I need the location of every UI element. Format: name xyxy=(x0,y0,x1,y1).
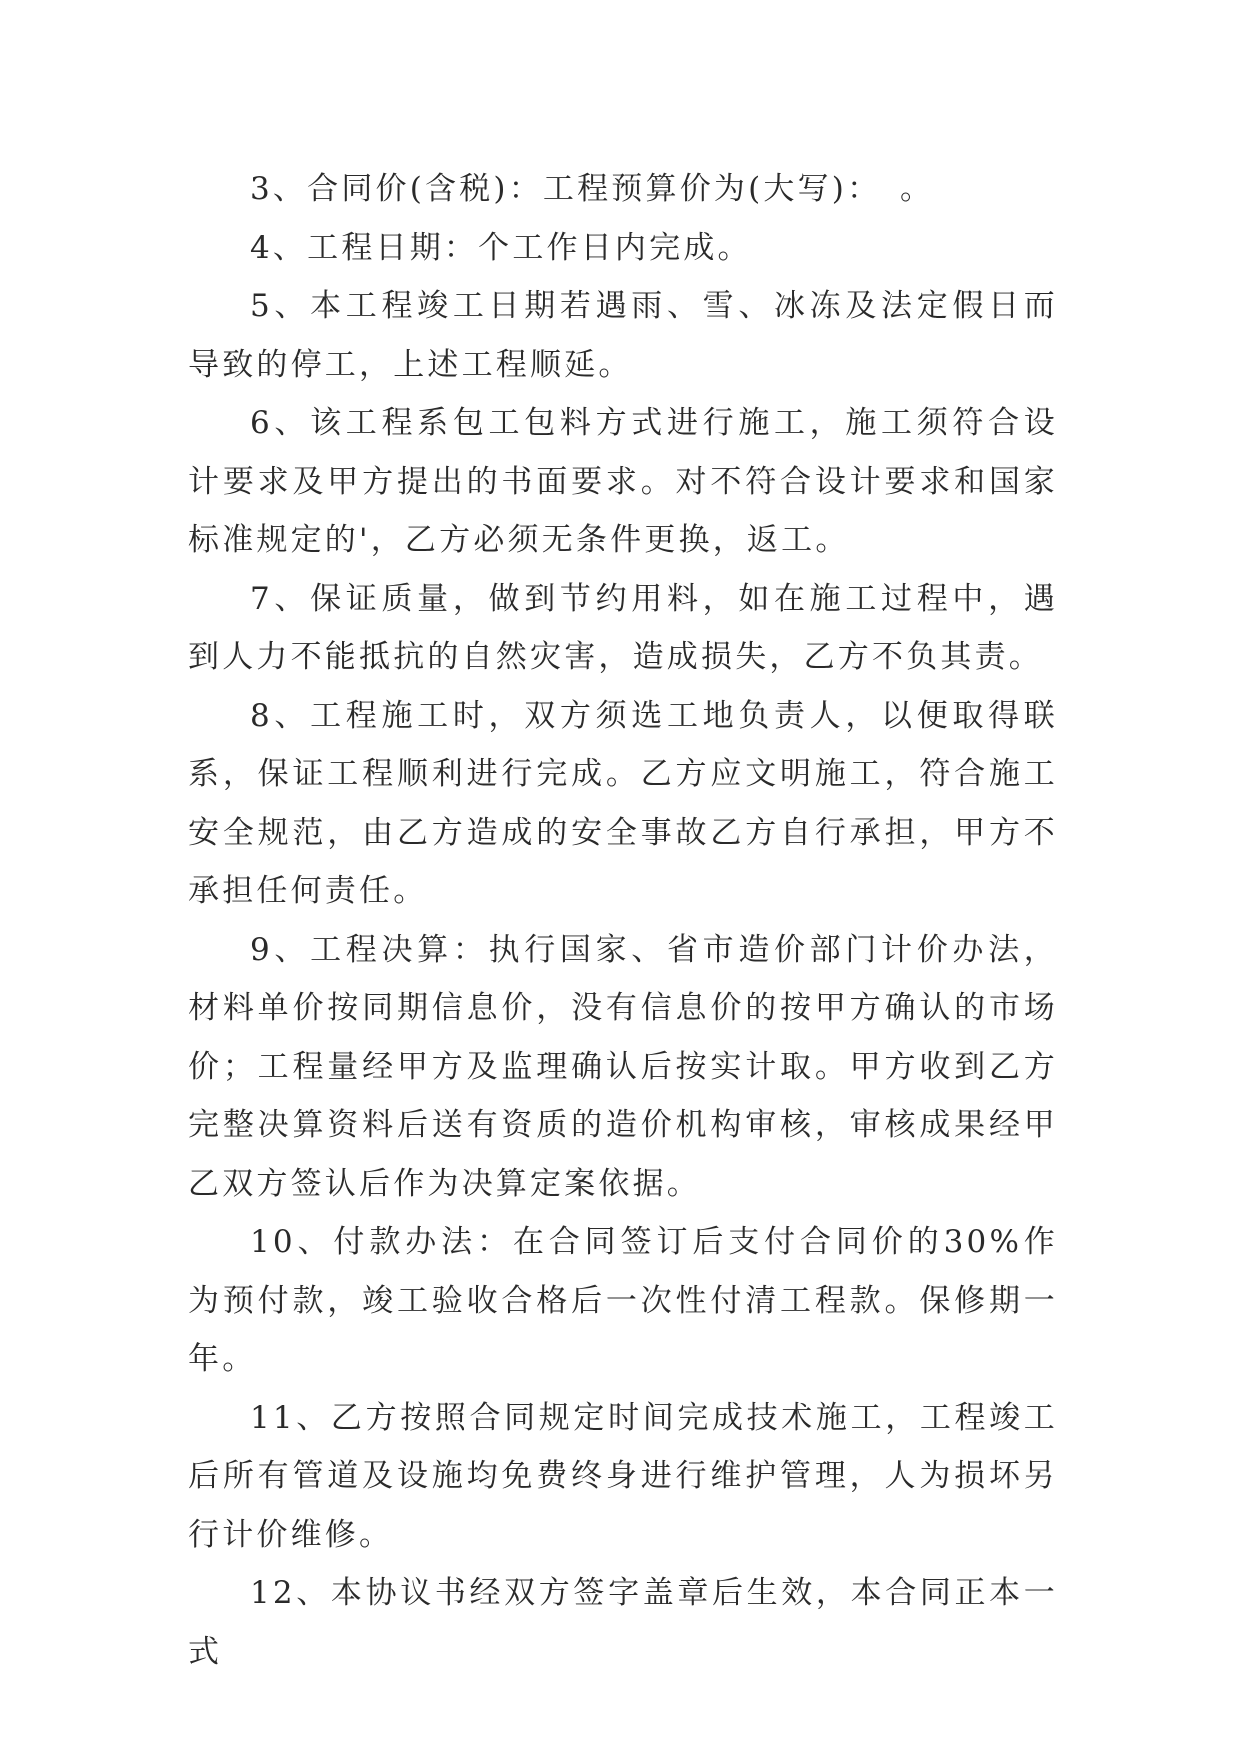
clause-6-construction-method: 6、该工程系包工包料方式进行施工，施工须符合设计要求及甲方提出的书面要求。对不符合设计要求和国家标准规定的'，乙方必须无条件更换，返工。 xyxy=(188,405,1058,558)
clause-12-effectiveness: 12、本协议书经双方签字盖章后生效，本合同正本一式 xyxy=(188,1575,1058,1670)
clause-11-maintenance: 11、乙方按照合同规定时间完成技术施工，工程竣工后所有管道及设施均免费终身进行维护管理，人为损坏另行计价维修。 xyxy=(188,1399,1058,1553)
clause-5-completion-delay: 5、本工程竣工日期若遇雨、雪、冰冻及法定假日而导致的停工，上述工程顺延。 xyxy=(188,288,1058,383)
clause-8-site-supervisor: 8、工程施工时，双方须选工地负责人，以便取得联系，保证工程顺利进行完成。乙方应文明施工，符合施工安全规范，由乙方造成的安全事故乙方自行承担，甲方不承担任何责任。 xyxy=(188,697,1058,909)
clause-3-contract-price: 3、合同价(含税)：工程预算价为(大写)： 。 xyxy=(250,171,935,207)
clause-7-quality: 7、保证质量，做到节约用料，如在施工过程中，遇到人力不能抵抗的自然灾害，造成损失，乙方不负其责。 xyxy=(188,580,1058,675)
clause-9-settlement: 9、工程决算：执行国家、省市造价部门计价办法，材料单价按同期信息价，没有信息价的按甲方确认的市场价；工程量经甲方及监理确认后按实计取。甲方收到乙方完整决算资料后送有资质的造价机构审核，审核成果经甲乙双方签认后作为决算定案依据。 xyxy=(188,931,1058,1202)
contract-body xyxy=(188,160,1058,1681)
clause-4-work-period: 4、工程日期：个工作日内完成。 xyxy=(250,229,752,266)
clause-10-payment: 10、付款办法：在合同签订后支付合同价的30%作为预付款，竣工验收合格后一次性付清工程款。保修期一年。 xyxy=(188,1224,1058,1377)
